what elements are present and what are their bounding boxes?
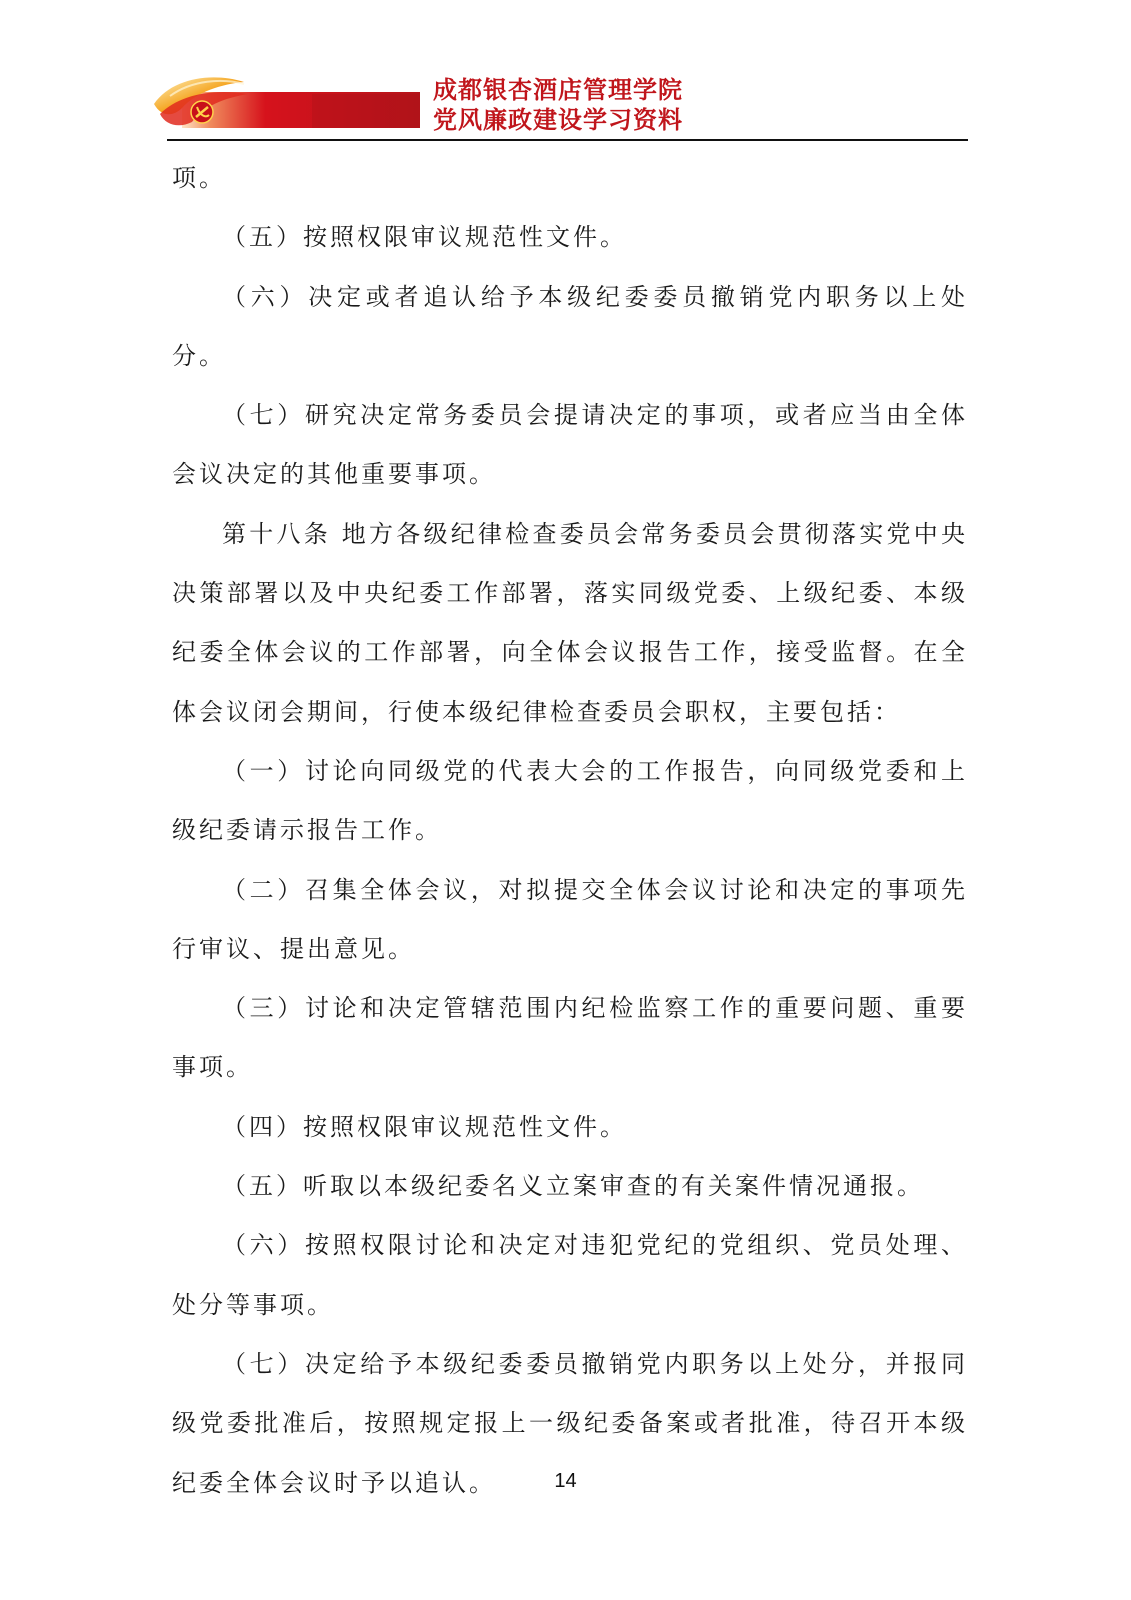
paragraph: （二）召集全体会议，对拟提交全体会议讨论和决定的事项先行审议、提出意见。 bbox=[172, 875, 968, 963]
paragraph: （五）按照权限审议规范性文件。 bbox=[222, 223, 627, 252]
paragraph: （六）按照权限讨论和决定对违犯党纪的党组织、党员处理、处分等事项。 bbox=[172, 1231, 968, 1319]
page-number: 14 bbox=[554, 1470, 577, 1492]
article-heading-paragraph: 第十八条 地方各级纪律检查委员会常务委员会贯彻落实党中央决策部署以及中央纪委工作部署，落实同级党委、上级纪委、本级纪委全体会议的工作部署，向全体会议报告工作，接受监督。在全体会议闭会期间，行使本级纪律检查委员会职权，主要包括： bbox=[172, 519, 968, 726]
paragraph: （五）听取以本级纪委名义立案审查的有关案件情况通报。 bbox=[222, 1172, 924, 1201]
page-header bbox=[0, 0, 1131, 150]
paragraph: （六）决定或者追认给予本级纪委委员撤销党内职务以上处分。 bbox=[172, 282, 968, 370]
document-body bbox=[172, 149, 968, 1513]
paragraph: 项。 bbox=[172, 164, 226, 192]
party-emblem-banner-icon bbox=[152, 74, 420, 132]
paragraph: （七）决定给予本级纪委委员撤销党内职务以上处分，并报同级党委批准后，按照规定报上一级纪委备案或者批准，待召开本级纪委全体会议时予以追认。 bbox=[172, 1349, 968, 1497]
paragraph: （四）按照权限审议规范性文件。 bbox=[222, 1112, 627, 1141]
header-divider bbox=[167, 139, 968, 141]
org-name: 成都银杏酒店管理学院 bbox=[433, 76, 683, 104]
paragraph: （三）讨论和决定管辖范围内纪检监察工作的重要问题、重要事项。 bbox=[172, 994, 968, 1082]
paragraph: （七）研究决定常务委员会提请决定的事项，或者应当由全体会议决定的其他重要事项。 bbox=[172, 401, 968, 489]
paragraph: （一）讨论向同级党的代表大会的工作报告，向同级党委和上级纪委请示报告工作。 bbox=[172, 756, 968, 845]
doc-subtitle: 党风廉政建设学习资料 bbox=[433, 106, 683, 134]
